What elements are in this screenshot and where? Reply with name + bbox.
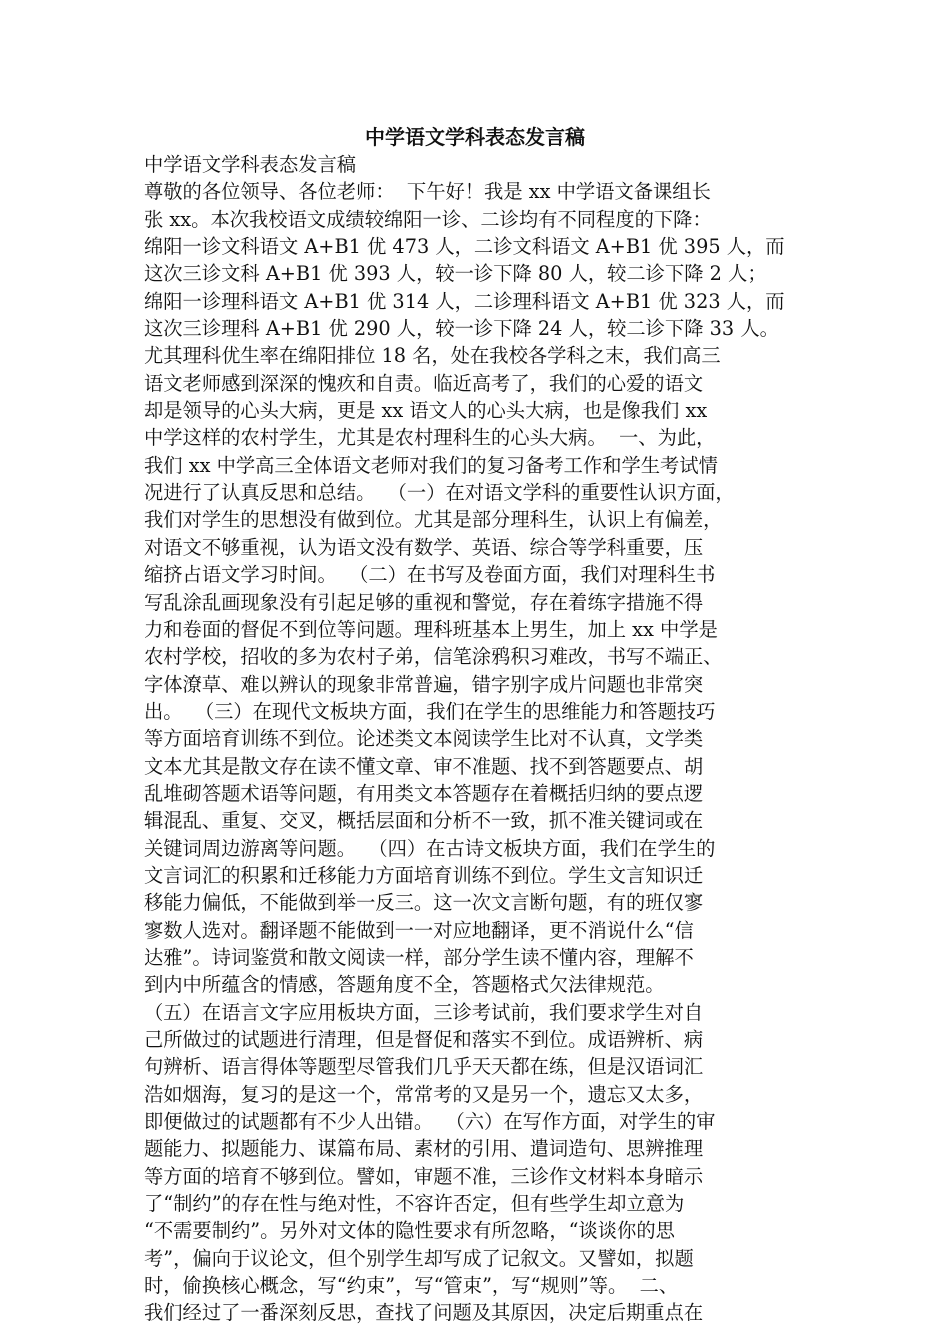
- text-line: 写乱涂乱画现象没有引起足够的重视和警觉，存在着练字措施不得: [144, 590, 704, 614]
- text-line: 即便做过的试题都有不少人出错。 （六）在写作方面，对学生的审: [144, 1110, 716, 1134]
- document-title: 中学语文学科表态发言稿: [365, 125, 585, 149]
- text-line: 我们经过了一番深刻反思，查找了问题及其原因，决定后期重点在: [144, 1301, 704, 1325]
- text-line: 移能力偏低，不能做到举一反三。这一次文言断句题，有的班仅寥: [144, 891, 704, 915]
- text-line: 关键词周边游离等问题。 （四）在古诗文板块方面，我们在学生的: [144, 836, 716, 860]
- text-line: 力和卷面的督促不到位等问题。理科班基本上男生，加上 xx 中学是: [144, 617, 718, 641]
- text-line: （五）在语言文字应用板块方面，三诊考试前，我们要求学生对自: [144, 1000, 704, 1024]
- text-line: 乱堆砌答题术语等问题，有用类文本答题存在着概括归纳的要点逻: [144, 781, 704, 805]
- text-line: 时，偷换核心概念，写“约束”，写“管束”，写“规则”等。 二、: [144, 1274, 679, 1298]
- text-line: 农村学校，招收的多为农村子弟，信笔涂鸦积习难改，书写不端正、: [144, 645, 723, 669]
- text-line: 我们对学生的思想没有做到位。尤其是部分理科生，认识上有偏差，: [144, 508, 723, 532]
- text-line: 出。 （三）在现代文板块方面，我们在学生的思维能力和答题技巧: [144, 699, 716, 723]
- text-line: 张 xx。本次我校语文成绩较绵阳一诊、二诊均有不同程度的下降：: [144, 207, 712, 231]
- text-line: 句辨析、语言得体等题型尽管我们几乎天天都在练，但是汉语词汇: [144, 1055, 704, 1079]
- text-line: 我们 xx 中学高三全体语文老师对我们的复习备考工作和学生考试情: [144, 453, 718, 477]
- text-line: 中学语文学科表态发言稿: [144, 153, 357, 176]
- text-line: 却是领导的心头大病，更是 xx 语文人的心头大病，也是像我们 xx: [144, 399, 708, 423]
- text-line: 辑混乱、重复、交叉，概括层面和分析不一致，抓不准关键词或在: [144, 809, 704, 833]
- text-line: 己所做过的试题进行清理，但是督促和落实不到位。成语辨析、病: [144, 1028, 704, 1051]
- text-line: 况进行了认真反思和总结。 （一）在对语文学科的重要性认识方面，: [144, 481, 735, 505]
- text-line: 了“制约”的存在性与绝对性，不容许否定，但有些学生却立意为: [144, 1192, 685, 1216]
- text-line: 这次三诊理科 A+B1 优 290 人，较一诊下降 24 人，较二诊下降 33 人。: [144, 317, 779, 341]
- text-line: 等方面培育训练不到位。论述类文本阅读学生比对不认真，文学类: [144, 727, 704, 751]
- text-line: 到内中所蕴含的情感，答题角度不全，答题格式欠法律规范。: [144, 973, 665, 997]
- text-line: 绵阳一诊理科语文 A+B1 优 314 人，二诊理科语文 A+B1 优 323 人，而: [144, 289, 785, 313]
- text-line: 寥数人选对。翻译题不能做到一一对应地翻译，更不消说什么“信: [144, 918, 694, 942]
- text-line: 中学这样的农村学生，尤其是农村理科生的心头大病。 一、为此，: [144, 426, 716, 450]
- text-line: 字体潦草、难以辨认的现象非常普遍，错字别字成片问题也非常突: [144, 672, 704, 696]
- text-line: 达雅”。诗词鉴赏和散文阅读一样，部分学生读不懂内容，理解不: [144, 945, 694, 969]
- text-line: 对语文不够重视，认为语文没有数学、英语、综合等学科重要，压: [144, 535, 704, 559]
- text-line: 文言词汇的积累和迁移能力方面培育训练不到位。学生文言知识迁: [144, 863, 704, 887]
- text-line: 考”，偏向于议论文，但个别学生却写成了记叙文。又譬如，拟题: [144, 1246, 694, 1270]
- text-line: 绵阳一诊文科语文 A+B1 优 473 人，二诊文科语文 A+B1 优 395 人，而: [144, 235, 785, 259]
- text-line: 语文老师感到深深的愧疚和自责。临近高考了，我们的心爱的语文: [144, 371, 704, 395]
- text-line: 这次三诊文科 A+B1 优 393 人，较一诊下降 80 人，较二诊下降 2 人；: [144, 262, 767, 286]
- document-body: [144, 151, 834, 1327]
- text-line: 等方面的培育不够到位。譬如，审题不准，三诊作文材料本身暗示: [144, 1164, 704, 1188]
- text-line: 浩如烟海，复习的是这一个，常常考的又是另一个，遗忘又太多，: [144, 1082, 704, 1106]
- text-line: 题能力、拟题能力、谋篇布局、素材的引用、遣词造句、思辨推理: [144, 1137, 704, 1161]
- text-line: 缩挤占语文学习时间。 （二）在书写及卷面方面，我们对理科生书: [144, 563, 716, 587]
- text-line: 文本尤其是散文存在读不懂文章、审不准题、找不到答题要点、胡: [144, 754, 704, 778]
- text-line: 尤其理科优生率在绵阳排位 18 名，处在我校各学科之末，我们高三: [144, 344, 721, 368]
- text-line: “不需要制约”。另外对文体的隐性要求有所忽略，“谈谈你的思: [144, 1219, 675, 1243]
- text-line: 尊敬的各位领导、各位老师： 下午好！我是 xx 中学语文备课组长: [144, 180, 711, 204]
